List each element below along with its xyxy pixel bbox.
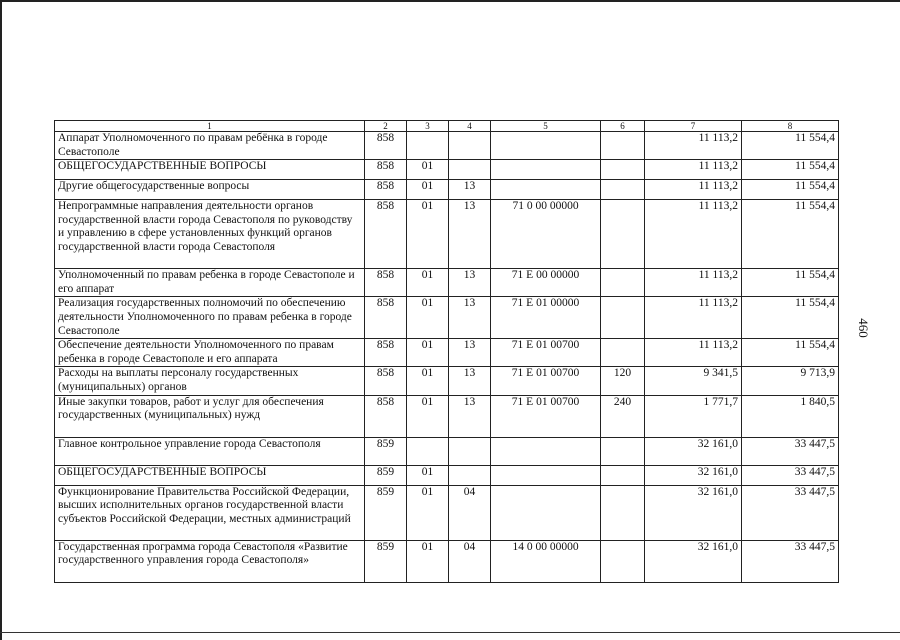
column-header: 1 [55,121,365,132]
column-header: 8 [742,121,839,132]
amount-year-2: 11 554,4 [742,200,839,269]
target-article-code: 14 0 00 00000 [491,540,601,582]
amount-year-1: 11 113,2 [645,297,742,339]
amount-year-2: 11 554,4 [742,269,839,297]
expense-type-code [601,269,645,297]
amount-year-2: 11 554,4 [742,160,839,180]
target-article-code [491,437,601,465]
section-code: 01 [407,485,449,540]
amount-year-1: 11 113,2 [645,160,742,180]
table-row [55,180,839,200]
subsection-code: 13 [449,297,491,339]
table-row [55,297,839,339]
admin-code: 858 [365,269,407,297]
subsection-code [449,465,491,485]
subsection-code: 13 [449,200,491,269]
target-article-code [491,485,601,540]
subsection-code: 13 [449,367,491,395]
section-code: 01 [407,367,449,395]
section-code: 01 [407,200,449,269]
row-name: Расходы на выплаты персоналу государственных (муниципальных) органов [55,367,365,395]
expense-type-code [601,160,645,180]
expense-type-code [601,339,645,367]
expense-type-code [601,200,645,269]
admin-code: 859 [365,540,407,582]
admin-code: 858 [365,132,407,160]
admin-code: 858 [365,367,407,395]
admin-code: 858 [365,395,407,437]
table-row [55,485,839,540]
header-row [55,121,839,132]
subsection-code: 13 [449,395,491,437]
row-name: Обеспечение деятельности Уполномоченного по правам ребенка в городе Севастополе и его аппарата [55,339,365,367]
table-row [55,132,839,160]
amount-year-2: 33 447,5 [742,485,839,540]
amount-year-1: 32 161,0 [645,540,742,582]
row-name: Государственная программа города Севастополя «Развитие государственного управления города Севастополя» [55,540,365,582]
target-article-code [491,160,601,180]
row-name: ОБЩЕГОСУДАРСТВЕННЫЕ ВОПРОСЫ [55,465,365,485]
amount-year-2: 9 713,9 [742,367,839,395]
subsection-code [449,132,491,160]
section-code: 01 [407,160,449,180]
section-code: 01 [407,180,449,200]
row-name: Уполномоченный по правам ребенка в городе Севастополе и его аппарат [55,269,365,297]
amount-year-2: 33 447,5 [742,437,839,465]
column-header: 4 [449,121,491,132]
section-code: 01 [407,297,449,339]
target-article-code: 71 Е 00 00000 [491,269,601,297]
target-article-code: 71 Е 01 00000 [491,297,601,339]
section-code [407,132,449,160]
section-code: 01 [407,540,449,582]
expense-type-code [601,297,645,339]
target-article-code [491,132,601,160]
subsection-code: 13 [449,180,491,200]
amount-year-1: 9 341,5 [645,367,742,395]
subsection-code: 13 [449,269,491,297]
column-header: 7 [645,121,742,132]
expense-type-code: 120 [601,367,645,395]
amount-year-1: 32 161,0 [645,437,742,465]
row-name: Главное контрольное управление города Севастополя [55,437,365,465]
admin-code: 859 [365,437,407,465]
amount-year-2: 33 447,5 [742,465,839,485]
target-article-code: 71 Е 01 00700 [491,395,601,437]
expense-type-code [601,485,645,540]
row-name: Реализация государственных полномочий по обеспечению деятельности Уполномоченного по правам ребенка в городе Севастополе [55,297,365,339]
target-article-code [491,180,601,200]
amount-year-2: 1 840,5 [742,395,839,437]
table-row [55,339,839,367]
table-row [55,540,839,582]
row-name: Аппарат Уполномоченного по правам ребёнка в городе Севастополе [55,132,365,160]
table-body [55,132,839,583]
table-row [55,465,839,485]
table-row [55,200,839,269]
expense-type-code [601,540,645,582]
amount-year-2: 11 554,4 [742,132,839,160]
target-article-code: 71 0 00 00000 [491,200,601,269]
admin-code: 858 [365,297,407,339]
amount-year-1: 32 161,0 [645,465,742,485]
row-name: Функционирование Правительства Российской Федерации, высших исполнительных органов государственной власти субъектов Российской Федерации, местных администраций [55,485,365,540]
budget-table [54,120,839,583]
section-code: 01 [407,269,449,297]
subsection-code [449,160,491,180]
target-article-code [491,465,601,485]
table-row [55,269,839,297]
section-code: 01 [407,339,449,367]
column-header: 3 [407,121,449,132]
table-row [55,160,839,180]
amount-year-2: 33 447,5 [742,540,839,582]
admin-code: 858 [365,160,407,180]
section-code: 01 [407,465,449,485]
section-code: 01 [407,395,449,437]
amount-year-2: 11 554,4 [742,297,839,339]
subsection-code: 13 [449,339,491,367]
admin-code: 859 [365,465,407,485]
row-name: Непрограммные направления деятельности органов государственной власти города Севастополя по руководству и управлению в сфере установленных функций органов государственной власти города Севастополя [55,200,365,269]
column-header: 2 [365,121,407,132]
row-name: ОБЩЕГОСУДАРСТВЕННЫЕ ВОПРОСЫ [55,160,365,180]
amount-year-1: 32 161,0 [645,485,742,540]
table-row [55,437,839,465]
target-article-code: 71 Е 01 00700 [491,339,601,367]
table-row [55,395,839,437]
expense-type-code [601,180,645,200]
page-number: 460 [856,318,871,338]
row-name: Другие общегосударственные вопросы [55,180,365,200]
admin-code: 858 [365,180,407,200]
amount-year-1: 11 113,2 [645,339,742,367]
column-header: 5 [491,121,601,132]
admin-code: 859 [365,485,407,540]
table-row [55,367,839,395]
column-header: 6 [601,121,645,132]
bottom-rule [0,632,900,633]
amount-year-1: 1 771,7 [645,395,742,437]
amount-year-1: 11 113,2 [645,200,742,269]
row-name: Иные закупки товаров, работ и услуг для обеспечения государственных (муниципальных) нужд [55,395,365,437]
subsection-code: 04 [449,485,491,540]
amount-year-2: 11 554,4 [742,180,839,200]
target-article-code: 71 Е 01 00700 [491,367,601,395]
subsection-code [449,437,491,465]
admin-code: 858 [365,200,407,269]
section-code [407,437,449,465]
amount-year-1: 11 113,2 [645,180,742,200]
admin-code: 858 [365,339,407,367]
subsection-code: 04 [449,540,491,582]
expense-type-code [601,465,645,485]
amount-year-1: 11 113,2 [645,132,742,160]
expense-type-code [601,437,645,465]
amount-year-1: 11 113,2 [645,269,742,297]
expense-type-code [601,132,645,160]
amount-year-2: 11 554,4 [742,339,839,367]
expense-type-code: 240 [601,395,645,437]
